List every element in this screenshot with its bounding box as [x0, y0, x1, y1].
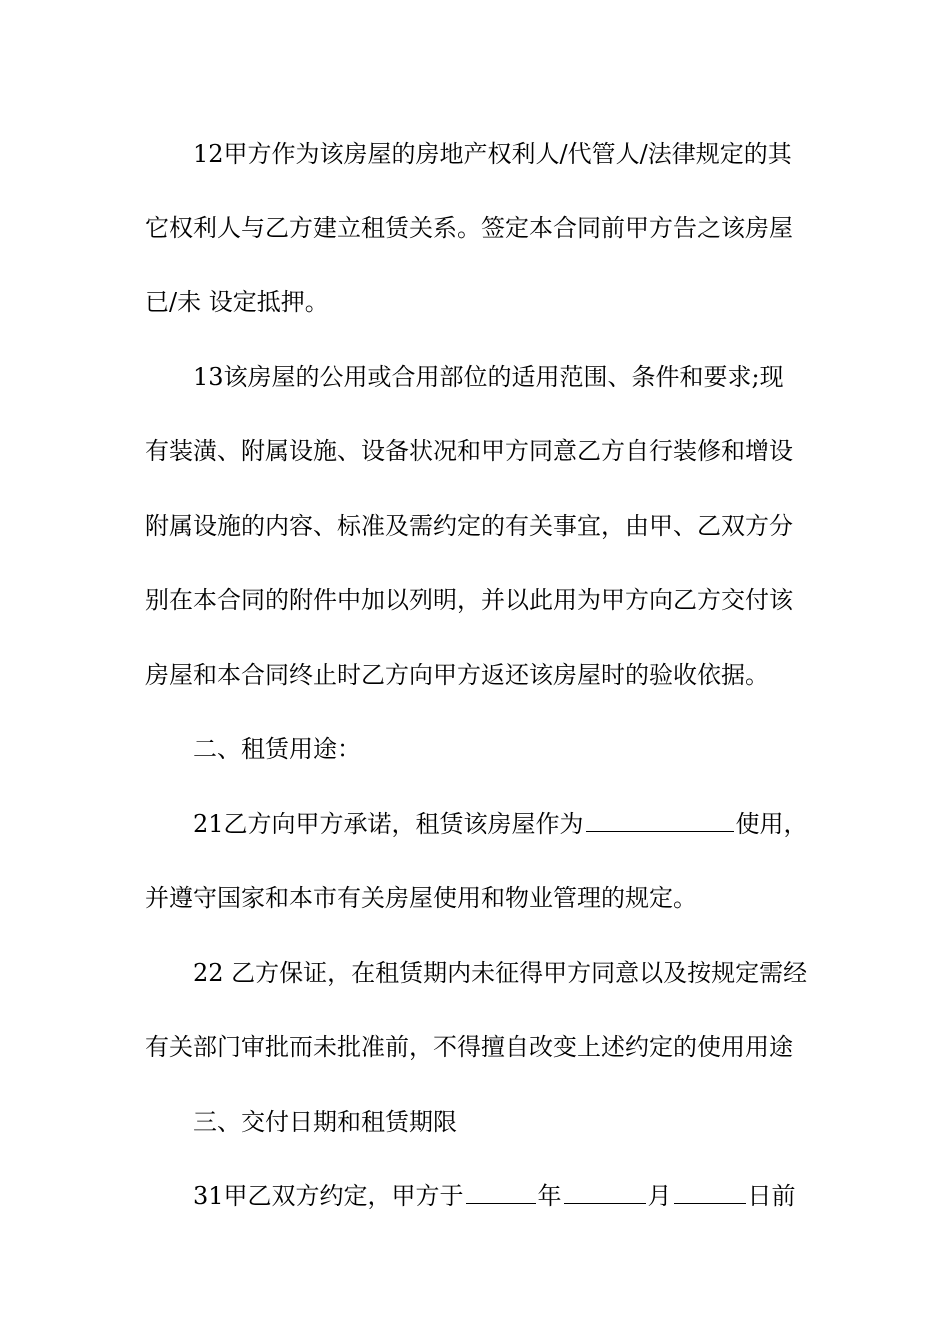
year-blank[interactable]: [466, 1177, 536, 1204]
day-label: 日前: [747, 1182, 796, 1210]
section-heading: 二、租赁用途：: [193, 735, 361, 763]
text-line: 房屋和本合同终止时乙方向甲方返还该房屋时的验收依据。: [145, 661, 769, 689]
clause-21-line: [0, 804, 950, 844]
text-line: 已/未 设定抵押。: [145, 288, 329, 316]
text-line: 12甲方作为该房屋的房地产权利人/代管人/法律规定的其: [193, 140, 792, 168]
text-line: 有关部门审批而未批准前，不得擅自改变上述约定的使用用途: [145, 1033, 793, 1061]
text-line: 22 乙方保证，在租赁期内未征得甲方同意以及按规定需经: [193, 959, 808, 987]
day-blank[interactable]: [674, 1177, 746, 1204]
text-line: 13该房屋的公用或合用部位的适用范围、条件和要求;现: [193, 363, 784, 391]
month-blank[interactable]: [564, 1177, 646, 1204]
text-line: 有装潢、附属设施、设备状况和甲方同意乙方自行装修和增设: [145, 437, 793, 465]
usage-blank[interactable]: [586, 805, 734, 832]
text-line: 附属设施的内容、标准及需约定的有关事宜，由甲、乙双方分: [145, 512, 793, 540]
clause-31-line: [0, 1176, 950, 1216]
text-line: 并遵守国家和本市有关房屋使用和物业管理的规定。: [145, 884, 697, 912]
year-label: 年: [537, 1182, 562, 1210]
clause-31-text: 31甲乙双方约定，甲方于: [193, 1182, 464, 1210]
clause-21-text: 21乙方向甲方承诺，租赁该房屋作为: [193, 810, 584, 838]
section-heading: 三、交付日期和租赁期限: [193, 1108, 457, 1136]
clause-21-text-end: 使用，: [735, 810, 808, 838]
text-line: 它权利人与乙方建立租赁关系。签定本合同前甲方告之该房屋: [145, 214, 793, 242]
month-label: 月: [647, 1182, 672, 1210]
text-line: 别在本合同的附件中加以列明，并以此用为甲方向乙方交付该: [145, 586, 793, 614]
